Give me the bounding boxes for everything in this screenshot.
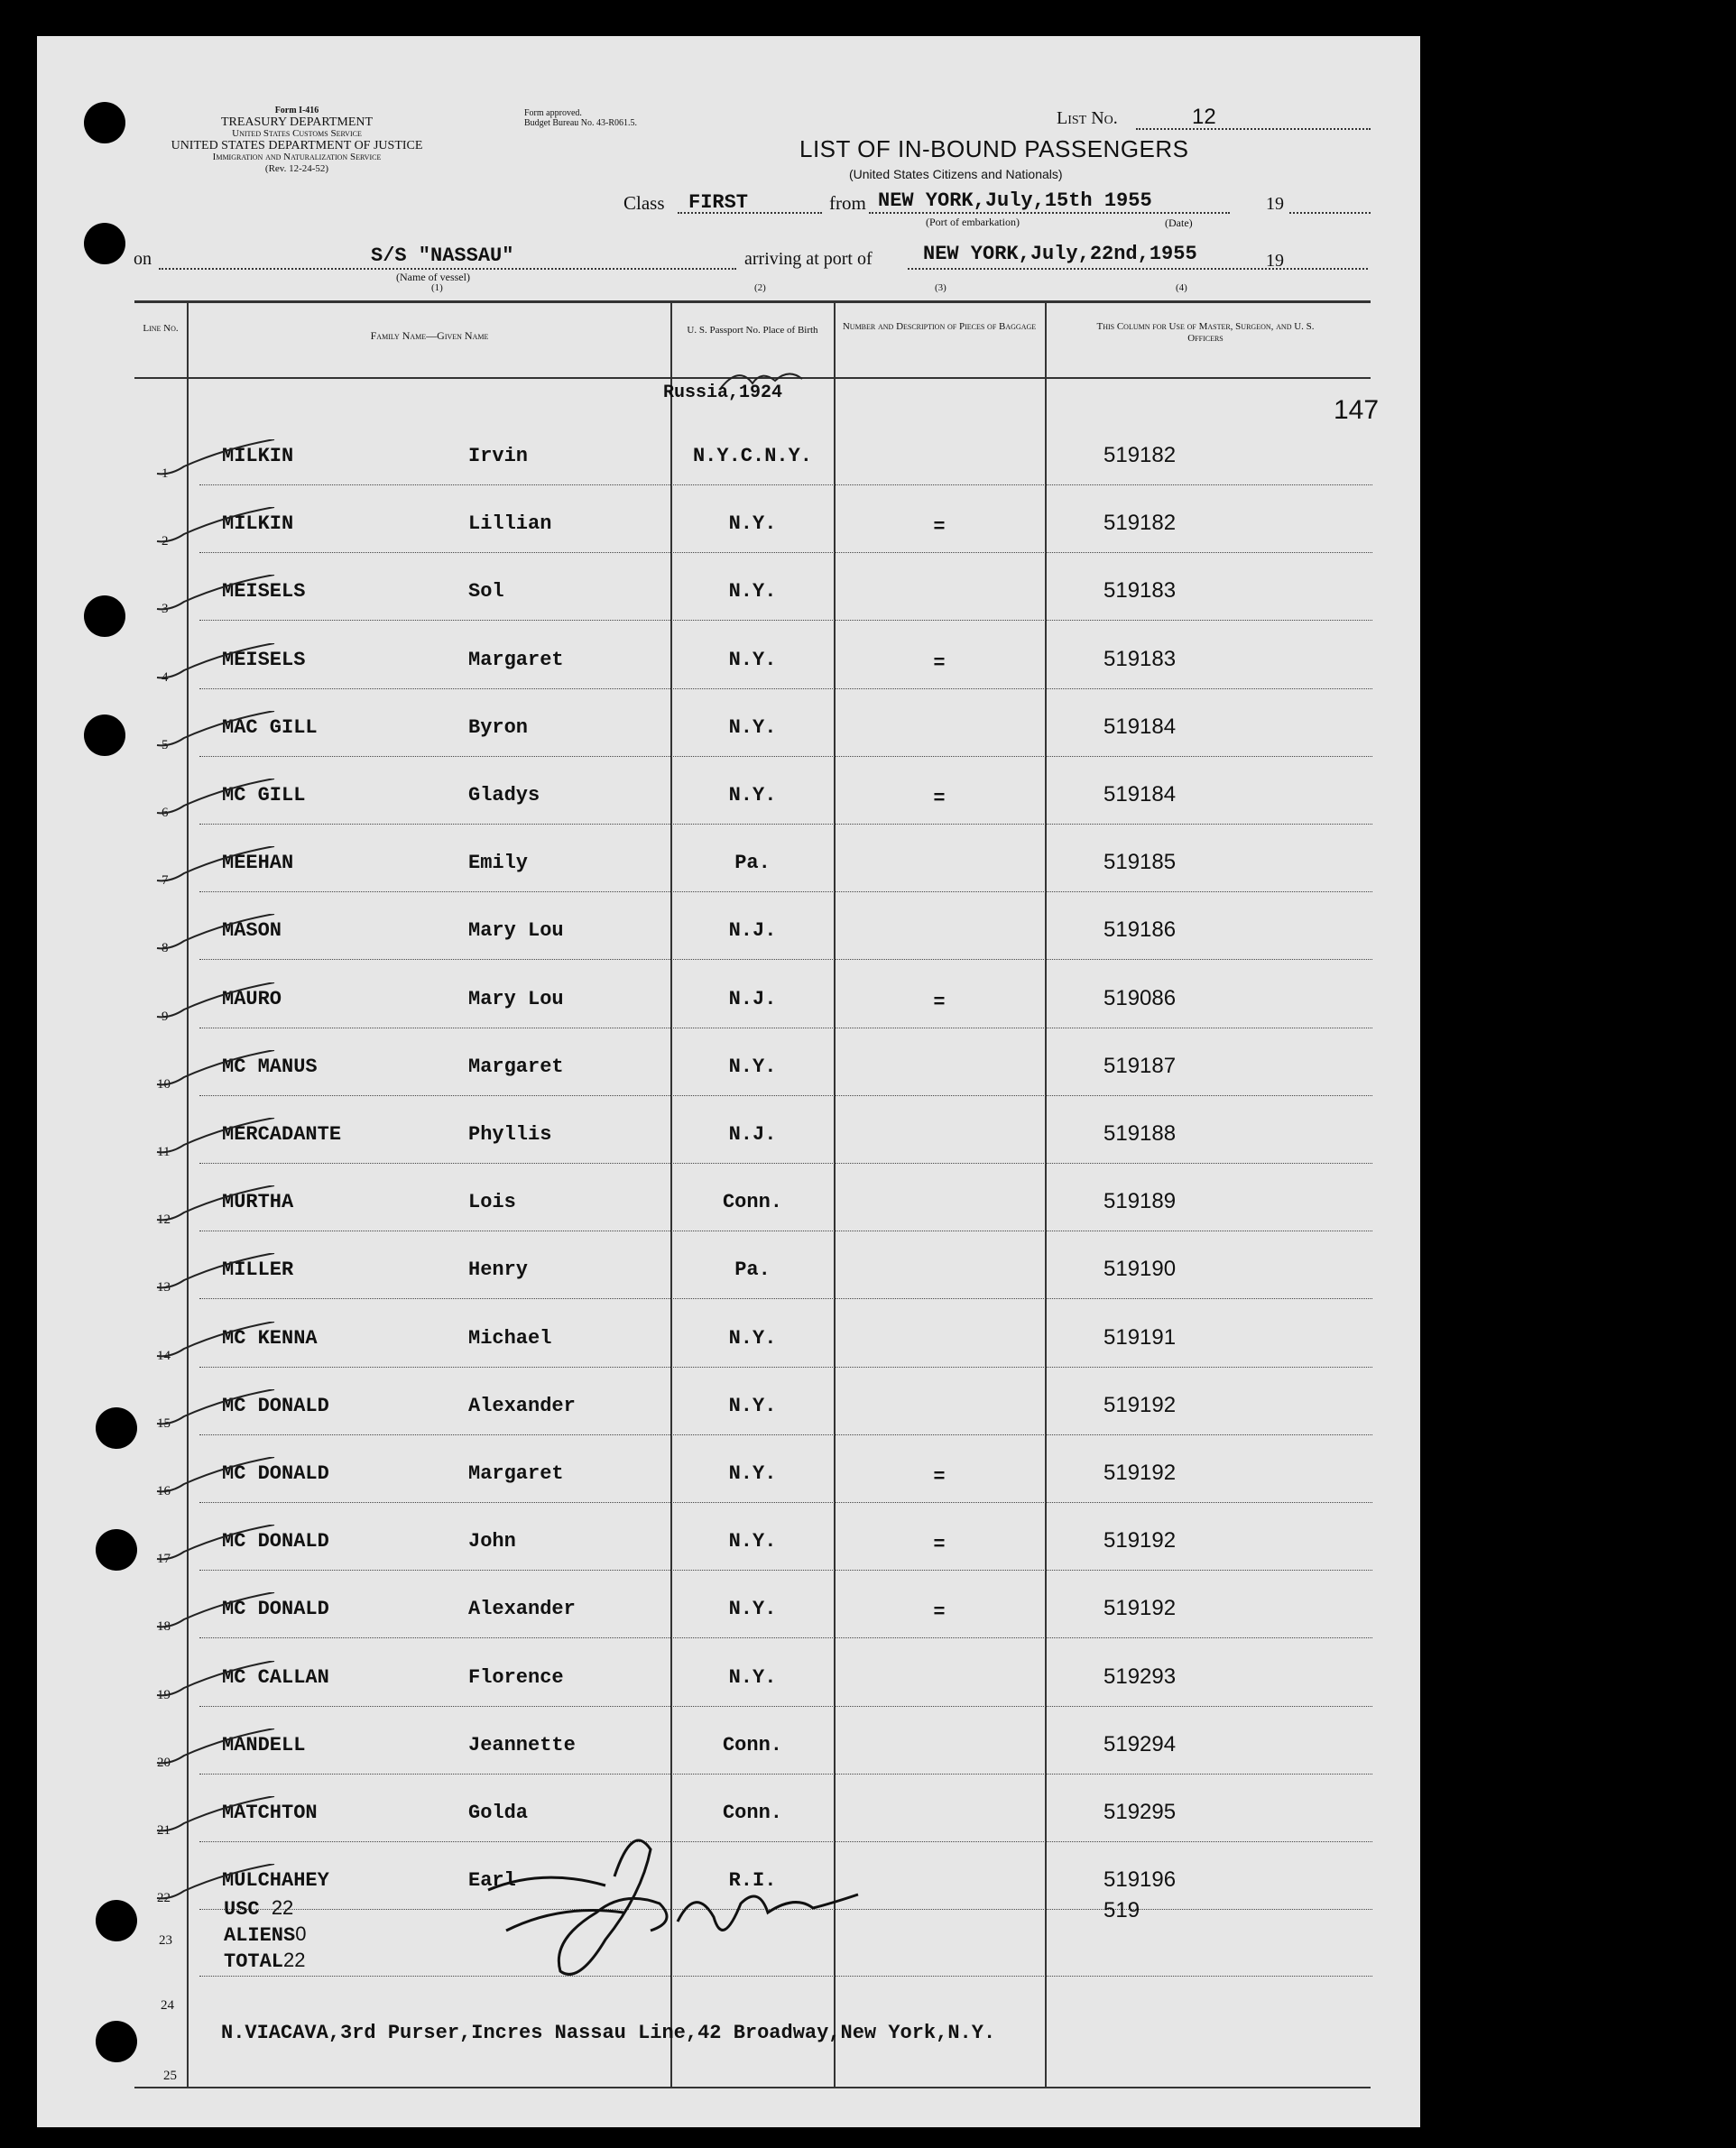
family-name: MANDELL [222,1733,306,1756]
passenger-number: 519086 [1103,985,1177,1010]
place-of-birth: Pa. [734,1258,771,1282]
class-value: FIRST [688,191,749,214]
baggage-mark: = [933,1601,946,1625]
checkmark-icon [152,1661,279,1706]
given-name: Lois [468,1191,516,1214]
checkmark-icon [152,643,279,688]
place-of-birth: N.Y. [728,1598,777,1621]
row-separator [199,756,1372,757]
row-separator [199,1298,1372,1299]
family-name: MEEHAN [222,852,294,875]
baggage-mark: = [933,1466,946,1489]
given-name: Golda [468,1802,529,1824]
binder-hole [84,595,125,637]
passenger-number: 519192 [1103,1596,1177,1621]
form-title: LIST OF IN-BOUND PASSENGERS [799,135,1189,162]
list-number-label: List No. [1057,108,1118,128]
binder-hole [96,1407,137,1449]
row-separator [199,959,1372,960]
table-bottom-border [134,2087,1371,2088]
place-of-birth: N.Y. [728,1394,777,1417]
totals-number: 519 [1103,1898,1140,1922]
given-name: Florence [468,1665,564,1689]
row-separator [199,620,1372,621]
year-line [1289,212,1371,214]
given-name: Margaret [468,1462,564,1485]
line-number: 20 [157,1755,171,1770]
arrival-value: NEW YORK,July,22nd,1955 [923,243,1197,265]
col-num-4: (4) [1176,282,1187,293]
given-name: Margaret [468,648,564,671]
given-name: Mary Lou [468,919,564,943]
line-number: 7 [162,873,169,889]
binder-hole [84,223,125,264]
passenger-number: 519191 [1103,1324,1177,1350]
row-separator [199,688,1372,689]
given-name: Emily [468,852,529,875]
family-name: MEISELS [222,648,306,671]
line-number: 23 [159,1933,172,1948]
given-name: Byron [468,715,529,739]
passenger-number: 519182 [1103,511,1177,536]
list-number: 12 [1192,105,1216,129]
passenger-number: 519184 [1103,714,1177,739]
place-of-birth: N.Y. [728,1055,777,1078]
family-name: MERCADANTE [222,1123,342,1146]
binder-hole [96,1529,137,1571]
date-caption: (Date) [1165,217,1193,229]
baggage-mark: = [933,651,946,675]
port-caption: (Port of embarkation) [926,216,1020,228]
checkmark-icon [152,1118,279,1163]
family-name: MASON [222,919,282,943]
embarkation-value: NEW YORK,July,15th 1955 [878,189,1152,212]
manifest-page [37,36,1420,2127]
family-name: MURTHA [222,1191,294,1214]
purser-statement: N.VIACAVA,3rd Purser,Incres Nassau Line,42 Broadway,New York,N.Y. [221,2022,996,2044]
place-of-birth: N.J. [728,1123,777,1146]
passenger-number: 519192 [1103,1528,1177,1553]
place-of-birth: N.Y. [728,1326,777,1350]
form-subtitle: (United States Citizens and Nationals) [849,167,1063,181]
line-number: 5 [162,737,169,752]
checkmark-icon [152,575,279,620]
given-name: Michael [468,1326,552,1350]
list-number-line [1136,128,1371,130]
line-number: 9 [162,1009,169,1024]
passenger-number: 519183 [1103,646,1177,671]
passenger-number: 519190 [1103,1257,1177,1282]
usc-count: 22 [271,1896,294,1919]
given-name: Phyllis [468,1123,552,1146]
place-of-birth: Conn. [722,1802,782,1824]
line-number: 15 [157,1415,171,1431]
place-of-birth: N.J. [728,919,777,943]
given-name: Sol [468,580,504,604]
baggage-mark: = [933,516,946,539]
passenger-number: 519183 [1103,578,1177,604]
family-name: MILKIN [222,445,294,467]
vessel-col-num: (1) [431,282,443,293]
line-number: 14 [157,1348,171,1363]
col-num-3: (3) [935,282,946,293]
checkmark-icon [152,1050,279,1095]
place-of-birth: N.Y. [728,1530,777,1553]
vessel-name: S/S "NASSAU" [371,244,514,267]
col-header-officers: This Column for Use of Master, Surgeon, and U. S. Officers [1096,321,1315,344]
row-separator [199,1367,1372,1368]
line-number: 17 [157,1552,171,1567]
family-name: MILLER [222,1258,294,1282]
row-separator [199,1163,1372,1164]
total-count: 22 [283,1949,306,1971]
row-separator [199,1570,1372,1571]
passenger-number: 519185 [1103,850,1177,875]
place-of-birth: Conn. [722,1733,782,1756]
family-name: MATCHTON [222,1802,318,1824]
passenger-number: 519295 [1103,1800,1177,1824]
passenger-number: 519189 [1103,1189,1177,1214]
on-label: on [134,249,152,269]
checkmark-icon [152,1525,279,1570]
checkmark-icon [152,1592,279,1637]
agency-block: Form I-416 TREASURY DEPARTMENT United States Customs Service UNITED STATES DEPARTMENT OF JUSTICE Immigration and Naturalization Service (Rev. 12-24-52) [171,106,423,174]
checkmark-icon [152,779,279,824]
binder-hole [84,102,125,143]
row-separator [199,1706,1372,1707]
family-name: MC DONALD [222,1462,329,1485]
given-name: Margaret [468,1055,564,1078]
page-number: 147 [1334,395,1380,425]
col-header-name: Family Name—Given Name [370,329,489,342]
arriving-label: arriving at port of [744,249,873,269]
line-number: 16 [157,1484,171,1498]
passenger-number: 519196 [1103,1867,1177,1893]
passenger-number: 519186 [1103,917,1177,943]
family-name: MC CALLAN [222,1665,329,1689]
col-divider-baggage [1045,303,1047,2087]
place-of-birth: N.Y. [728,1462,777,1485]
row-separator [199,891,1372,892]
vessel-caption: (Name of vessel) [396,271,470,283]
vessel-line [159,268,736,270]
passenger-number: 519188 [1103,1121,1177,1146]
place-of-birth: N.Y. [728,512,777,536]
place-of-birth: Pa. [734,852,771,875]
given-name: John [468,1530,516,1553]
passenger-number: 519192 [1103,1461,1177,1485]
line-number: 6 [162,806,169,820]
checkmark-icon [152,1389,279,1434]
row-separator [199,1502,1372,1503]
checkmark-icon [152,914,279,959]
binder-hole [96,2021,137,2062]
row-separator [199,552,1372,553]
line-number: 21 [157,1823,171,1838]
checkmark-icon [152,507,279,552]
line-number: 19 [157,1687,171,1702]
family-name: MC MANUS [222,1055,318,1078]
line-number: 24 [161,1998,174,2013]
from-label: from [829,192,866,214]
aliens-label: ALIENS0 [224,1922,307,1947]
aliens-count: 0 [295,1922,307,1945]
officer-signature [470,1804,867,2003]
line-number: 12 [157,1212,171,1228]
given-name: Alexander [468,1598,576,1621]
row-separator [199,1637,1372,1638]
arrival-line [908,268,1368,270]
line-number: 3 [162,602,169,617]
family-name: MULCHAHEY [222,1869,329,1893]
checkmark-icon [152,1729,279,1774]
row-separator [199,1774,1372,1775]
passenger-number: 519187 [1103,1053,1177,1078]
year-suffix: 19 [1266,194,1284,214]
line-number: 11 [157,1145,171,1159]
family-name: MAURO [222,987,282,1010]
line-number: 25 [163,2069,177,2083]
checkmark-icon [152,711,279,756]
baggage-mark: = [933,788,946,810]
birth-annotation: Russia,1924 [663,383,783,403]
given-name: Earl [468,1869,516,1893]
table-top-border [134,300,1371,303]
place-of-birth: N.Y. [728,1665,777,1689]
family-name: MC DONALD [222,1530,329,1553]
place-of-birth: N.Y. [728,648,777,671]
place-of-birth: N.Y. [728,784,777,807]
checkmark-icon [152,439,279,484]
family-name: MC DONALD [222,1598,329,1621]
place-of-birth: Conn. [722,1191,782,1214]
row-separator [199,1095,1372,1096]
place-of-birth: R.I. [728,1869,777,1893]
checkmark-icon [152,982,279,1028]
given-name: Irvin [468,445,529,467]
passenger-number: 519184 [1103,782,1177,807]
checkmark-icon [152,846,279,891]
line-number: 8 [162,941,169,956]
given-name: Henry [468,1258,529,1282]
passenger-number: 519294 [1103,1731,1177,1756]
row-separator [199,1434,1372,1435]
usc-label: USC 22 [224,1896,294,1921]
checkmark-icon [152,1185,279,1231]
given-name: Alexander [468,1394,576,1417]
place-of-birth: N.Y.C.N.Y. [692,445,813,467]
baggage-mark: = [933,991,946,1014]
line-number: 13 [157,1280,171,1295]
line-number: 18 [157,1619,171,1635]
col-header-baggage: Number and Description of Pieces of Baggage [842,321,1037,332]
binder-hole [84,714,125,756]
family-name: MEISELS [222,580,306,604]
row-separator [199,484,1372,485]
family-name: MC KENNA [222,1326,318,1350]
line-number: 22 [157,1891,171,1906]
line-number: 4 [162,669,169,685]
checkmark-icon [152,1457,279,1502]
col-header-line: Line No. [143,323,179,334]
from-line [869,212,1230,214]
line-number: 1 [162,466,169,481]
passenger-number: 519293 [1103,1664,1177,1689]
checkmark-icon [152,1322,279,1367]
arrival-year: 19 [1266,251,1284,271]
col-num-2: (2) [754,282,766,293]
col-header-passport: U. S. Passport No. Place of Birth [687,325,818,336]
place-of-birth: N.Y. [728,580,777,604]
checkmark-icon [152,1796,279,1841]
family-name: MAC GILL [222,715,318,739]
family-name: MC GILL [222,784,306,807]
line-number: 10 [157,1076,171,1092]
total-label: TOTAL22 [224,1949,306,1973]
passenger-number: 519192 [1103,1392,1177,1417]
passenger-number: 519182 [1103,443,1177,467]
family-name: MC DONALD [222,1394,329,1417]
place-of-birth: N.J. [728,987,777,1010]
line-number: 2 [162,534,169,549]
checkmark-icon [152,1253,279,1298]
class-label: Class [623,192,665,214]
binder-hole [96,1900,137,1941]
approval-note: Form approved. Budget Bureau No. 43-R061.5. [524,108,637,128]
given-name: Jeannette [468,1733,576,1756]
given-name: Lillian [468,512,552,536]
row-separator [199,824,1372,825]
given-name: Mary Lou [468,987,564,1010]
given-name: Gladys [468,784,540,807]
baggage-mark: = [933,1534,946,1557]
place-of-birth: N.Y. [728,715,777,739]
family-name: MILKIN [222,512,294,536]
